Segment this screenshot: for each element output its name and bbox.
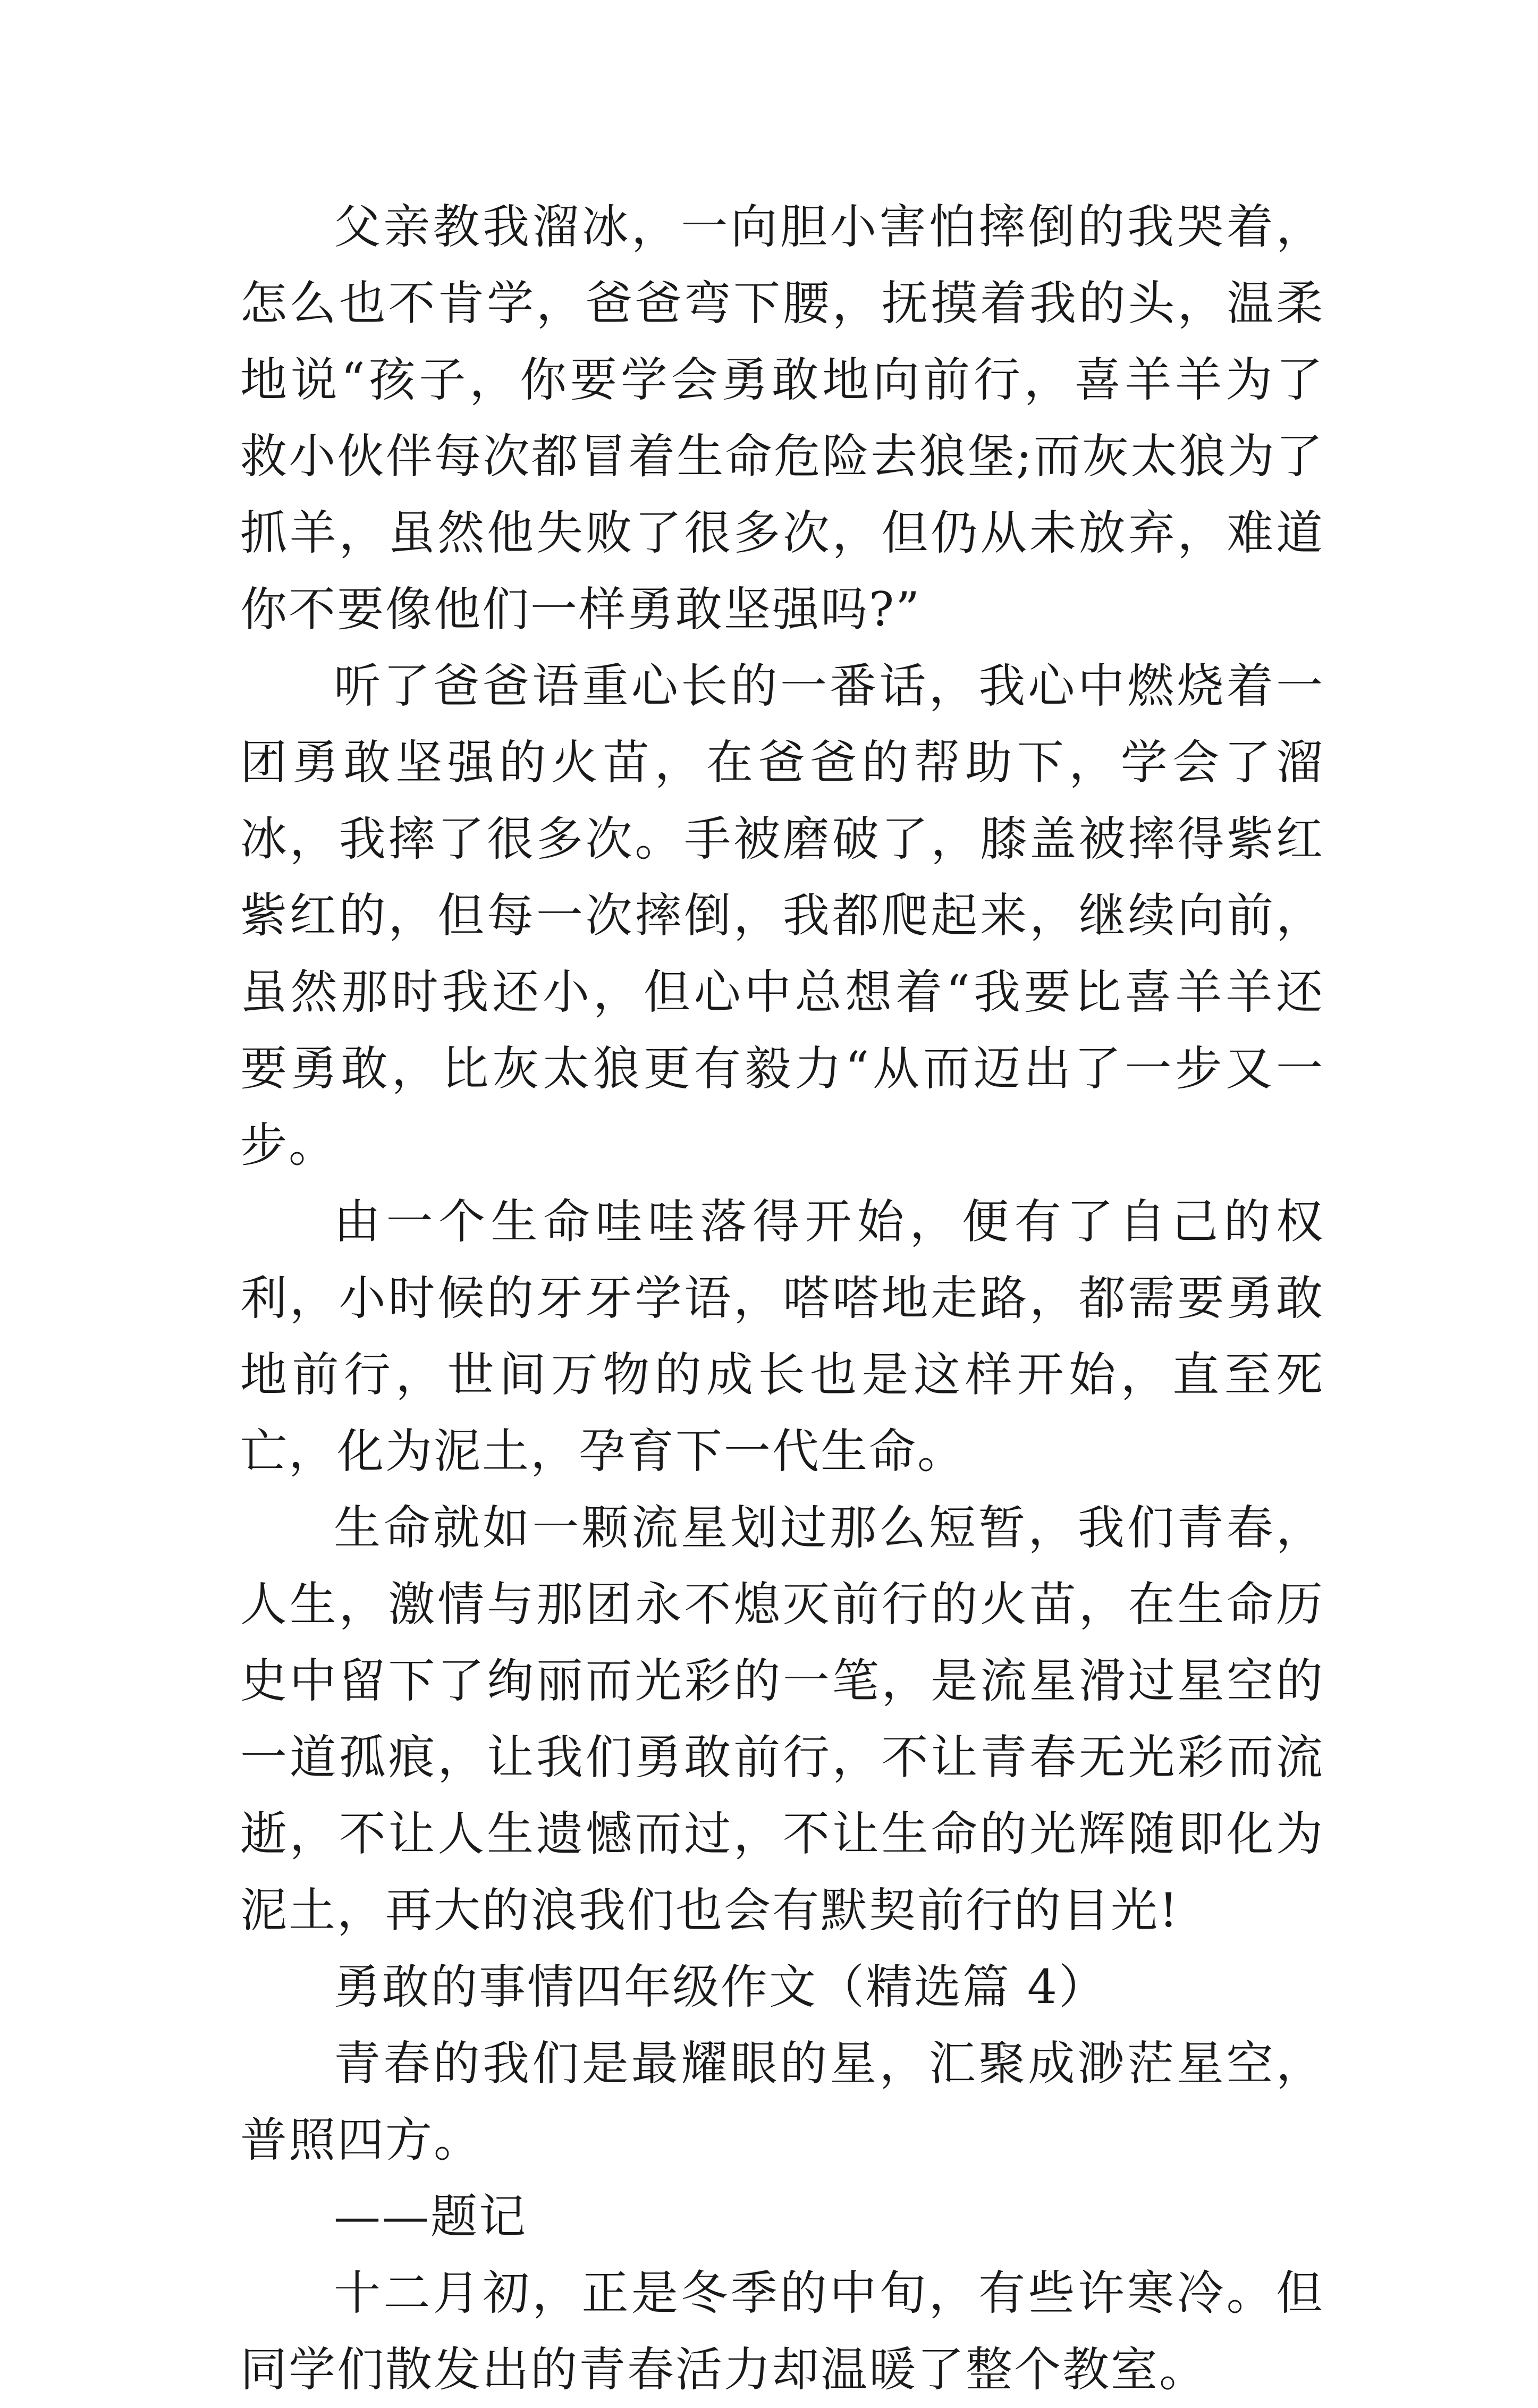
epigraph: 青春的我们是最耀眼的星，汇聚成渺茫星空，普照四方。 xyxy=(240,2036,1324,2167)
paragraph-3: 由一个生命哇哇落得开始，便有了自己的权利，小时候的牙牙学语，嗒嗒地走路，都需要勇敢地前行，世间万物的成长也是这样开始，直至死亡，化为泥土，孕育下一代生命。 xyxy=(240,1194,1324,1478)
section-heading: 勇敢的事情四年级作文（精选篇 4） xyxy=(334,1959,1107,2014)
paragraph-4: 生命就如一颗流星划过那么短暂，我们青春，人生，激情与那团永不熄灭前行的火苗，在生命历史中留下了绚丽而光彩的一笔，是流星滑过星空的一道孤痕，让我们勇敢前行，不让青春无光彩而流逝，不让人生遗憾而过，不让生命的光辉随即化为泥土，再大的浪我们也会有默契前行的目光! xyxy=(240,1500,1324,1938)
paragraph-2: 听了爸爸语重心长的一番话，我心中燃烧着一团勇敢坚强的火苗，在爸爸的帮助下，学会了溜冰，我摔了很多次。手被磨破了，膝盖被摔得紫红紫红的，但每一次摔倒，我都爬起来，继续向前，虽然那时我还小，但心中总想着“我要比喜羊羊还要勇敢，比灰太狼更有毅力“从而迈出了一步又一步。 xyxy=(240,658,1324,1172)
paragraph-1: 父亲教我溜冰，一向胆小害怕摔倒的我哭着，怎么也不肯学，爸爸弯下腰，抚摸着我的头，温柔地说“孩子，你要学会勇敢地向前行，喜羊羊为了救小伙伴每次都冒着生命危险去狼堡;而灰太狼为了抓羊，虽然他失败了很多次，但仍从未放弃，难道你不要像他们一样勇敢坚强吗?” xyxy=(240,199,1324,637)
body-text xyxy=(240,189,1324,2408)
paragraph-5: 十二月初，正是冬季的中旬，有些许寒冷。但同学们散发出的青春活力却温暖了整个教室。 xyxy=(240,2266,1324,2397)
epigraph-attribution: ——题记 xyxy=(334,2189,528,2244)
